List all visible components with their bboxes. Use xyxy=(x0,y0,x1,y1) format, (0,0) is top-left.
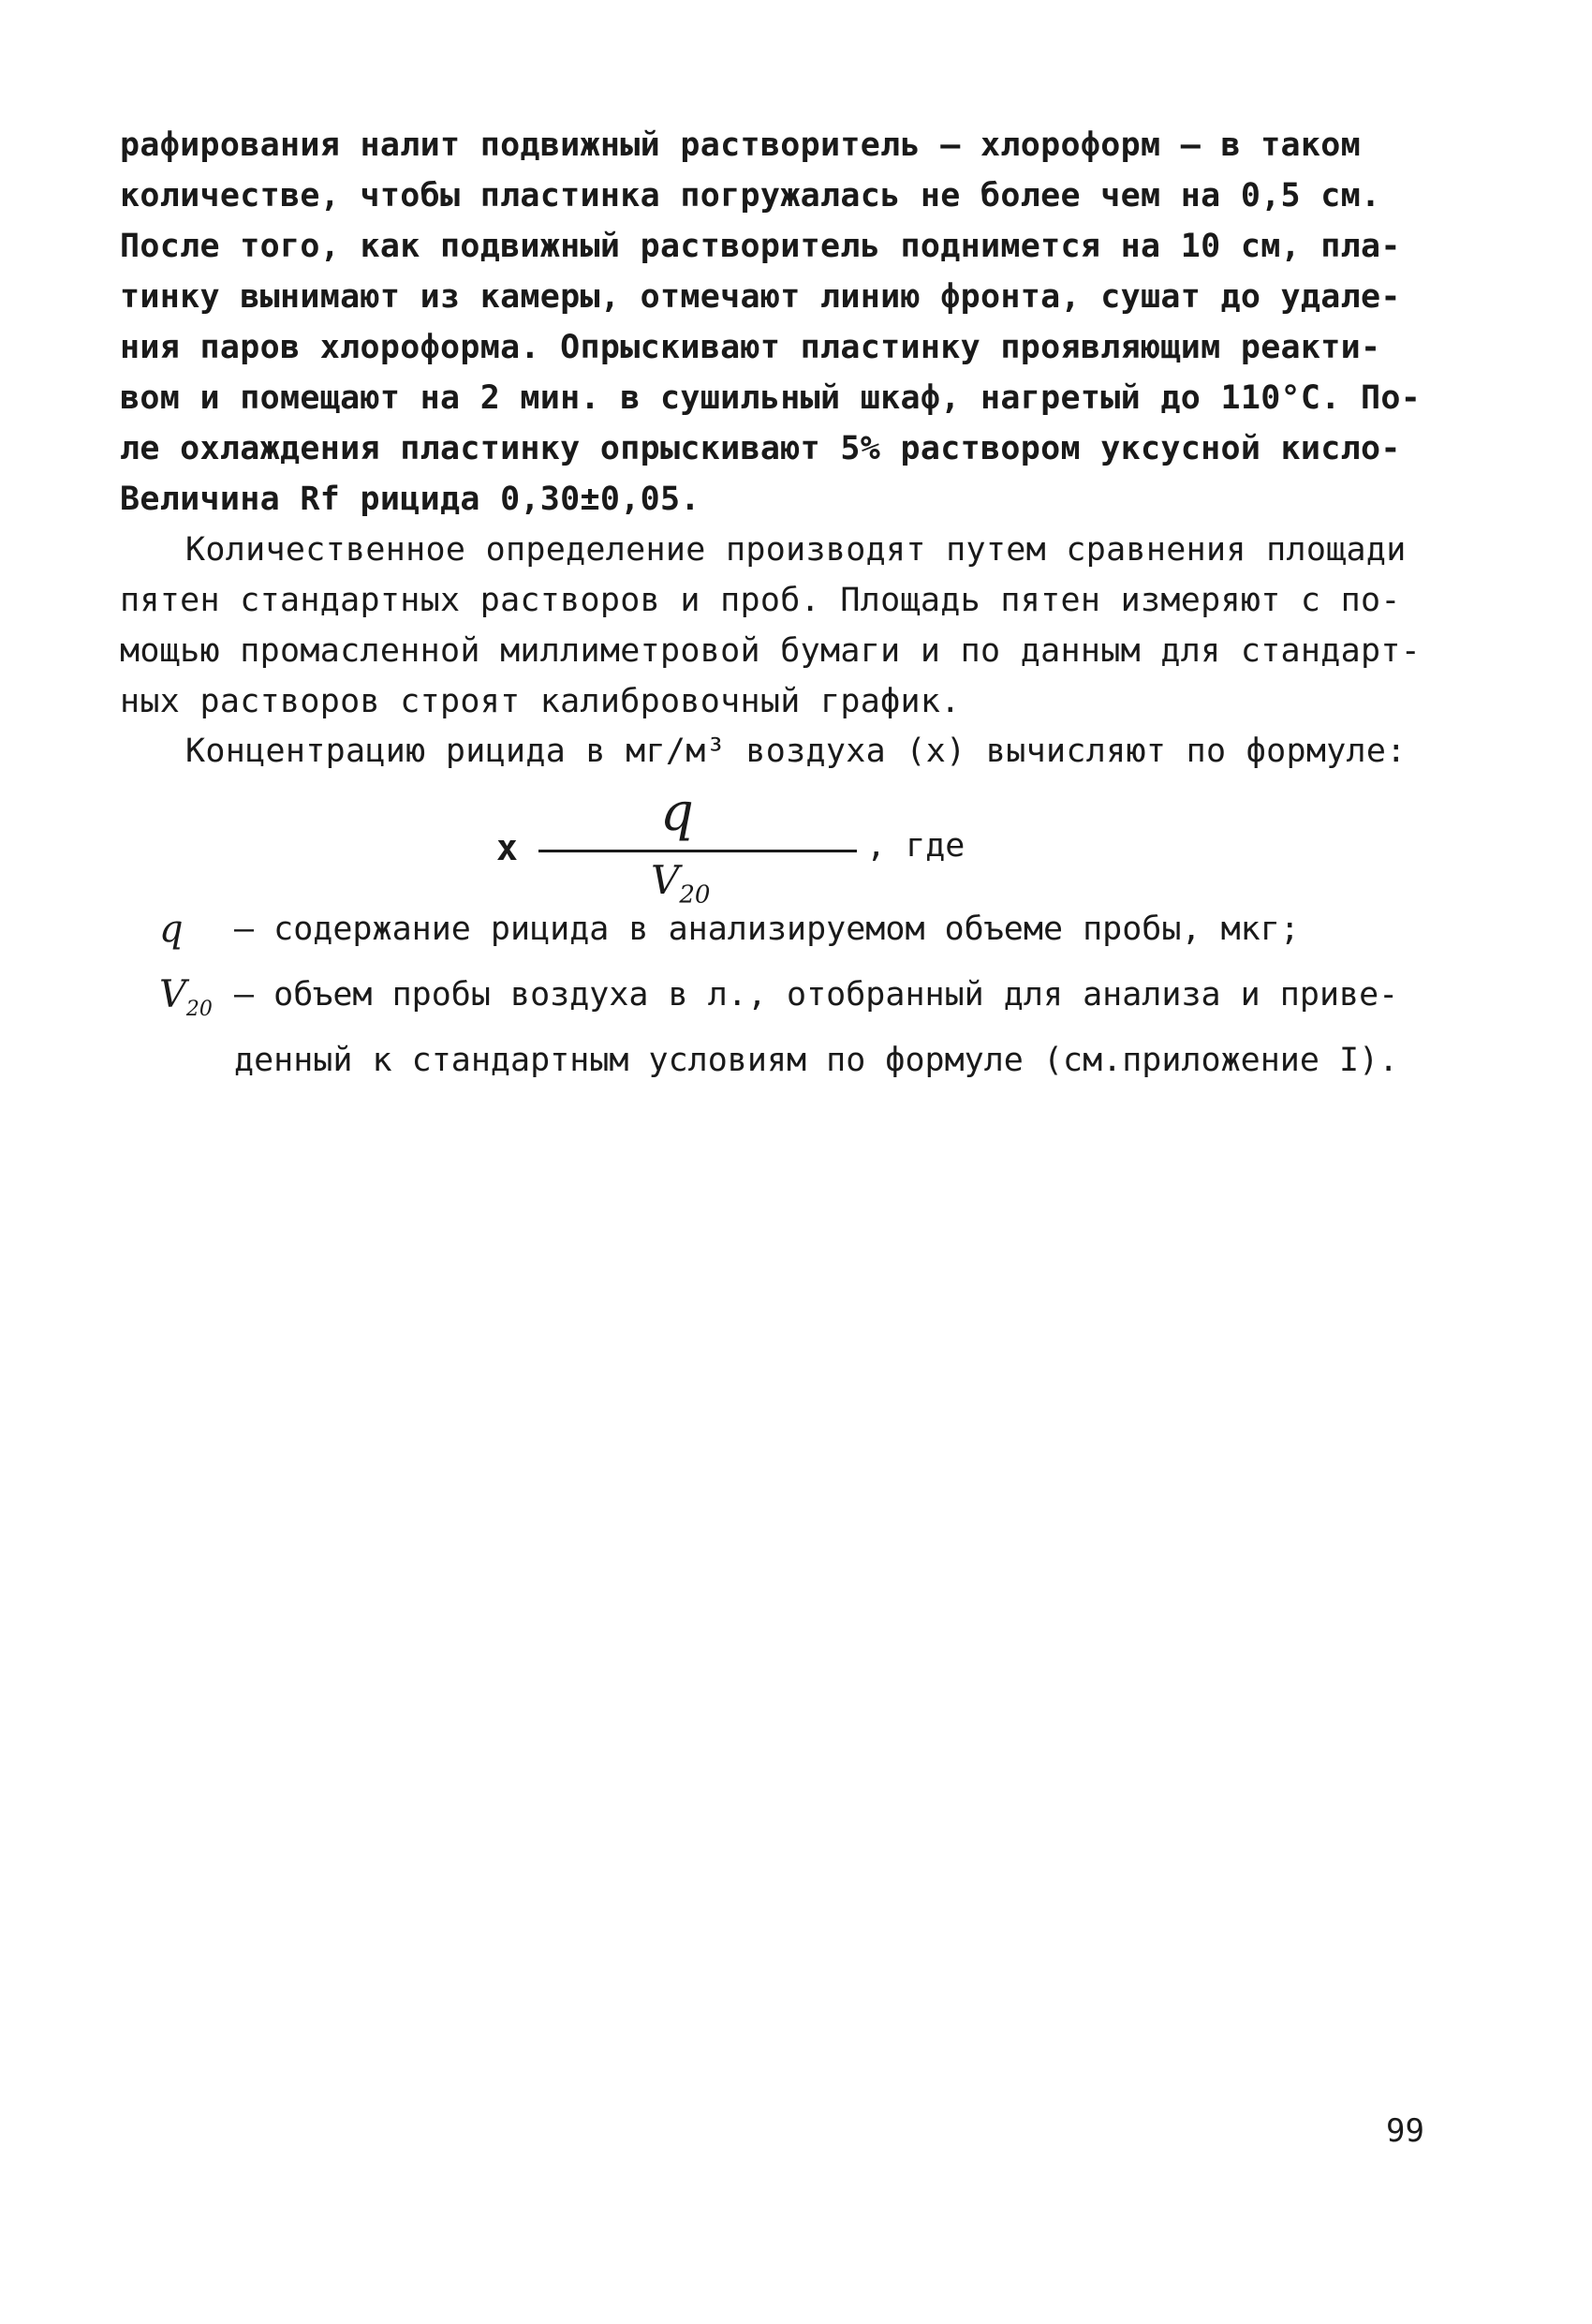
paragraph-concentration xyxy=(120,726,1431,777)
formula-denominator-symbol: V xyxy=(651,857,680,903)
legend-symbol xyxy=(159,970,234,1035)
formula-denominator-subscript: 20 xyxy=(679,881,711,910)
concentration-formula xyxy=(496,782,983,913)
legend-item xyxy=(159,970,1470,1035)
formula-where: , где xyxy=(866,827,966,865)
text-line: количестве, чтобы пластинка погружалась не более чем на 0,5 см. xyxy=(120,177,1381,215)
text-line: рафирования налит подвижный растворитель – хлороформ – в таком xyxy=(120,126,1362,164)
text-line: Концентрацию рицида в мг/м³ воздуха (х) вычисляют по формуле: xyxy=(185,733,1407,770)
formula-legend xyxy=(159,904,1470,1086)
formula-lhs: х xyxy=(496,827,518,868)
text-line: ных растворов строят калибровочный график. xyxy=(120,683,961,720)
legend-symbol-text: V xyxy=(159,973,186,1016)
text-line: ле охлаждения пластинку опрыскивают 5% раствором уксусной кисло- xyxy=(120,430,1401,467)
legend-symbol xyxy=(159,904,234,970)
legend-symbol-text: q xyxy=(159,908,184,951)
text-line: вом и помещают на 2 мин. в сушильный шкаф, нагретый до 110°С. По- xyxy=(120,379,1422,417)
text-line: ния паров хлороформа. Опрыскивают пластинку проявляющим реакти- xyxy=(120,329,1381,366)
page-number: 99 xyxy=(1386,2112,1424,2150)
legend-symbol-subscript: 20 xyxy=(185,998,213,1021)
legend-text: – объем пробы воздуха в л., отобранный для анализа и приве- xyxy=(234,976,1399,1014)
paragraph-chromatography xyxy=(120,120,1431,525)
formula-denominator xyxy=(651,857,710,909)
legend-item xyxy=(159,904,1470,970)
text-line: После того, как подвижный растворитель поднимется на 10 см, пла- xyxy=(120,228,1401,265)
text-line: мощью промасленной миллиметровой бумаги и по данным для стандарт- xyxy=(120,632,1422,670)
text-line: пятен стандартных растворов и проб. Площадь пятен измеряют с по- xyxy=(120,582,1401,619)
formula-numerator: q xyxy=(660,782,694,843)
fraction-bar xyxy=(538,850,857,852)
text-line: тинку вынимают из камеры, отмечают линию фронта, сушат до удале- xyxy=(120,278,1401,316)
legend-text: – содержание рицида в анализируемом объеме пробы, мкг; xyxy=(234,910,1300,948)
text-line: Количественное определение производят путем сравнения площади xyxy=(185,531,1407,569)
paragraph-quantitative xyxy=(120,525,1431,727)
text-line: Величина Rf рицида 0,30±0,05. xyxy=(120,481,700,518)
legend-continuation: денный к стандартным условиям по формуле (см.приложение I). xyxy=(234,1042,1399,1079)
